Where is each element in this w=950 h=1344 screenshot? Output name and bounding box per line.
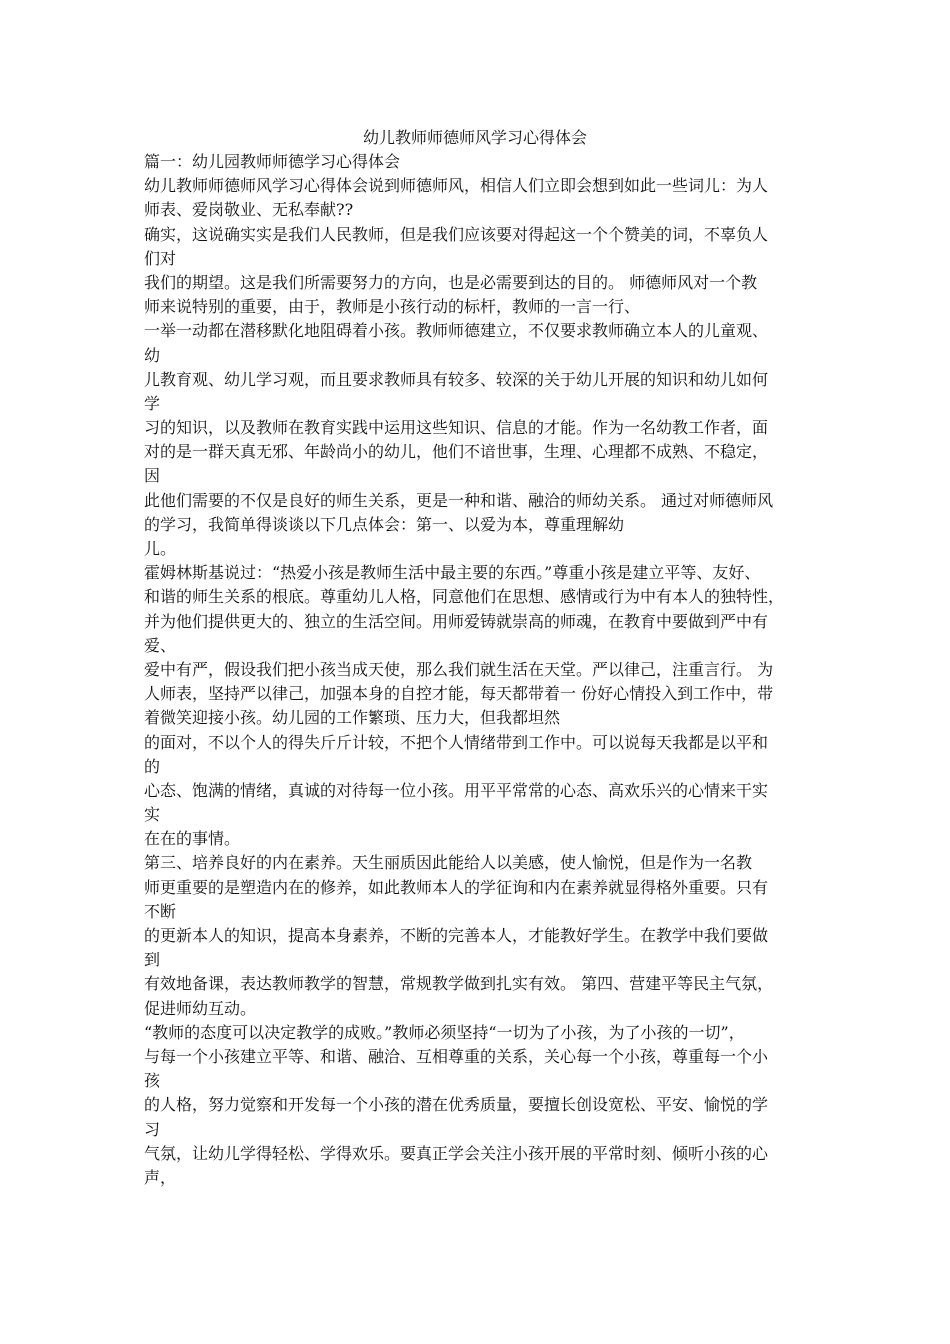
body-line: 因 [144, 466, 161, 486]
body-line: 和谐的师生关系的根底。尊重幼儿人格，同意他们在思想、感情或行为中有本人的独特性， [144, 587, 785, 607]
body-line: 着微笑迎接小孩。幼儿园的工作繁琐、压力大，但我都坦然 [144, 708, 561, 728]
body-line: 习 [144, 1119, 161, 1139]
body-line: 爱、 [144, 635, 177, 655]
body-line: 人师表，坚持严以律己，加强本身的自控才能，每天都带着一 份好心情投入到工作中，带 [144, 684, 774, 704]
body-line: 的更新本人的知识，提高本身素养，不断的完善本人，才能教好学生。在教学中我们要做 [144, 926, 769, 945]
body-line: 我们的期望。这是我们所需要努力的方向，也是必需要到达的目的。 师德师风对一个教 [144, 272, 758, 292]
document-title: 幼儿教师师德师风学习心得体会 [362, 128, 587, 147]
body-line: 儿。 [144, 539, 177, 558]
body-line: 心态、饱满的情绪，真诚的对待每一位小孩。用平平常常的心态、高欢乐兴的心情来干实 [144, 780, 769, 800]
body-line: 篇一：幼儿园教师师德学习心得体会 [144, 152, 401, 171]
body-line: 的面对，不以个人的得失斤斤计较，不把个人情绪带到工作中。可以说每天我都是以平和 [144, 732, 769, 752]
body-line: 的 [144, 756, 161, 776]
body-line: 师来说特别的重要，由于，教师是小孩行动的标杆，教师的一言一行、 [144, 297, 641, 317]
body-line: 孩 [144, 1071, 161, 1091]
document-body [144, 150, 824, 1190]
body-line: 不断 [144, 901, 177, 921]
body-line: 气氛，让幼儿学得轻松、学得欢乐。要真正学会关注小孩开展的平常时刻、倾听小孩的心 [144, 1143, 769, 1163]
body-line: 学 [144, 393, 161, 413]
body-line: 的学习，我简单得谈谈以下几点体会：第一、以爱为本，尊重理解幼 [144, 514, 625, 534]
body-line: 对的是一群天真无邪、年龄尚小的幼儿，他们不谙世事，生理、心理都不成熟、不稳定， [144, 442, 769, 462]
body-line: 确实，这说确实实是我们人民教师，但是我们应该要对得起这一个个赞美的词，不辜负人 [144, 224, 769, 244]
body-line: 一举一动都在潜移默化地阻碍着小孩。教师师德建立，不仅要求教师确立本人的儿童观、 [144, 321, 769, 341]
body-line: 实 [144, 805, 161, 825]
body-line: 的人格，努力觉察和开发每一个小孩的潜在优秀质量，要擅长创设宽松、平安、愉悦的学 [144, 1095, 769, 1115]
body-line: 爱中有严，假设我们把小孩当成天使，那么我们就生活在天堂。严以律己，注重言行。 为 [144, 659, 774, 679]
body-line: 第三、培养良好的内在素养。天生丽质因此能给人以美感，使人愉悦，但是作为一名教 [144, 853, 753, 873]
body-line: 们对 [144, 248, 177, 268]
body-line: 在在的事情。 [144, 829, 241, 849]
body-line: 幼儿教师师德师风学习心得体会说到师德师风，相信人们立即会想到如此一些词儿：为人 [144, 176, 769, 196]
body-line: 有效地备课，表达教师教学的智慧，常规教学做到扎实有效。 第四、营建平等民主气氛， [144, 974, 774, 994]
body-line: 并为他们提供更大的、独立的生活空间。用师爱铸就崇高的师魂，在教育中要做到严中有 [144, 611, 769, 631]
body-line: 师表、爱岗敬业、无私奉献?? [144, 200, 354, 220]
body-line: “教师的态度可以决定教学的成败。”教师必须坚持“一切为了小孩，为了小孩的一切”， [144, 1022, 745, 1042]
body-line: 儿教育观、幼儿学习观，而且要求教师具有较多、较深的关于幼儿开展的知识和幼儿如何 [144, 369, 769, 389]
body-line: 师更重要的是塑造内在的修养，如此教师本人的学征询和内在素养就显得格外重要。只有 [144, 877, 769, 897]
body-line: 霍姆林斯基说过：“热爱小孩是教师生活中最主要的东西。”尊重小孩是建立平等、友好、 [144, 563, 761, 583]
body-line: 幼 [144, 345, 161, 365]
body-line: 声， [144, 1167, 177, 1187]
body-line: 促进师幼互动。 [144, 998, 257, 1018]
body-line: 此他们需要的不仅是良好的师生关系，更是一种和谐、融洽的师幼关系。 通过对师德师风 [144, 490, 774, 510]
body-line: 与每一个小孩建立平等、和谐、融洽、互相尊重的关系，关心每一个小孩，尊重每一个小 [144, 1046, 769, 1066]
body-line: 到 [144, 950, 161, 970]
body-line: 习的知识，以及教师在教育实践中运用这些知识、信息的才能。作为一名幼教工作者，面 [144, 418, 769, 438]
